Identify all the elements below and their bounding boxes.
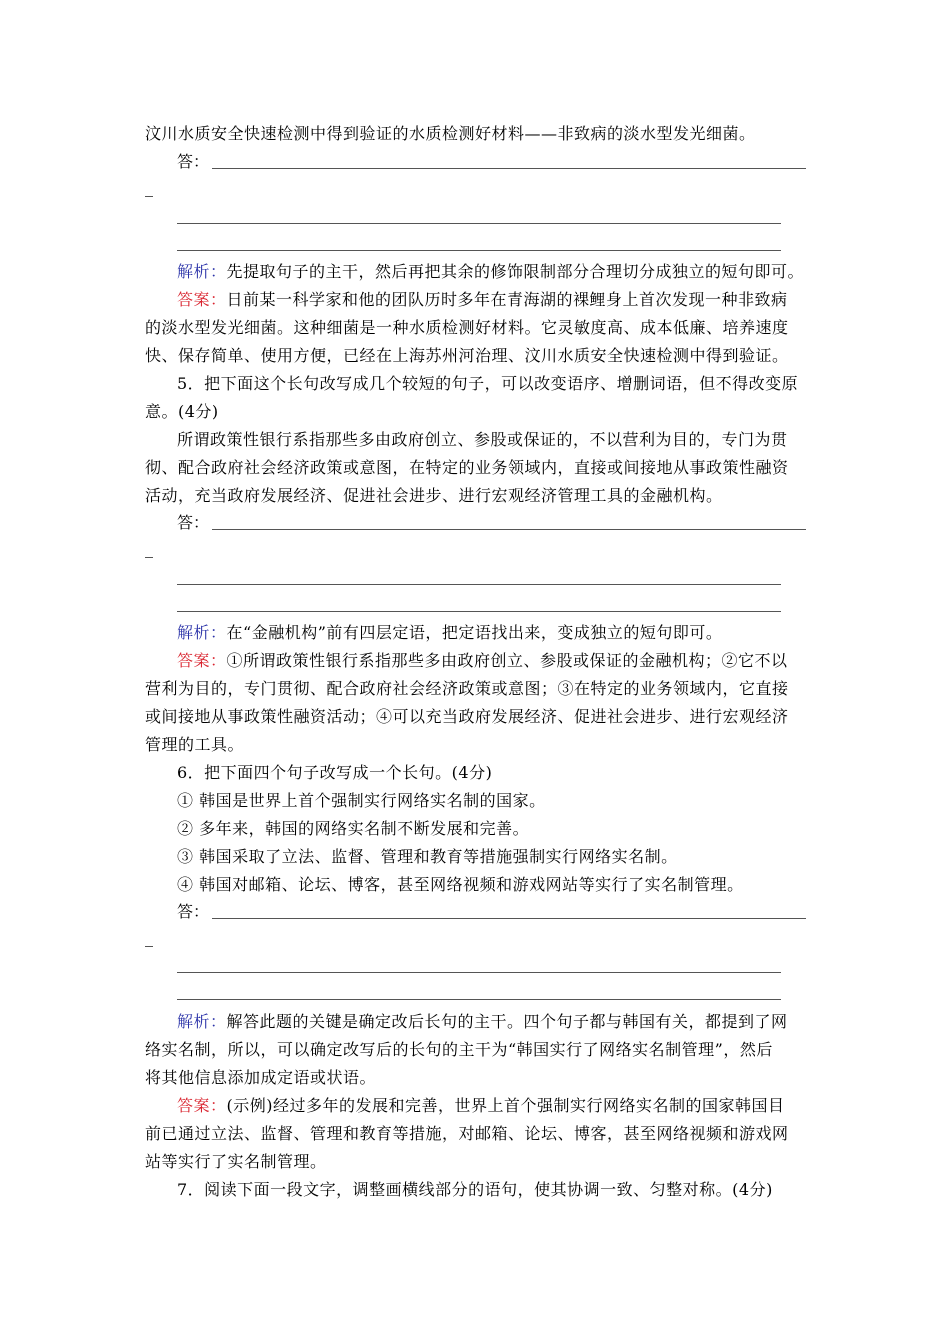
q4-analysis <box>177 262 817 282</box>
q4-answer-text-1: 的淡水型发光细菌。这种细菌是一种水质检测好材料。它灵敏度高、成本低廉、培养速度 <box>145 318 789 337</box>
q6-answer-line-a <box>177 1096 817 1116</box>
q4-answer-dash <box>145 196 153 197</box>
q6-analysis <box>177 1012 817 1032</box>
q5-passage-2: 活动，充当政府发展经济、促进社会进步、进行宏观经济管理工具的金融机构。 <box>145 486 723 505</box>
q6-answer-line-3[interactable] <box>177 999 781 1000</box>
q6-analysis-text-2: 将其他信息添加成定语或状语。 <box>145 1068 377 1087</box>
q5-question-0: 5．把下面这个长句改写成几个较短的句子，可以改变语序、增删词语，但不得改变原 <box>177 374 799 393</box>
q6-answer-line-1[interactable] <box>212 918 806 919</box>
q7-question: 7．阅读下面一段文字，调整画横线部分的语句，使其协调一致、匀整对称。(4分) <box>177 1180 773 1199</box>
q4-answer-line-1[interactable] <box>212 168 806 169</box>
q6-answer-dash <box>145 946 153 947</box>
q4-answer-text-0: 日前某一科学家和他的团队历时多年在青海湖的裸鲤身上首次发现一种非致病 <box>226 290 788 309</box>
q5-answer-line-2[interactable] <box>177 584 781 585</box>
q5-answer-dash <box>145 557 153 558</box>
q4-top-line: 汶川水质安全快速检测中得到验证的水质检测好材料——非致病的淡水型发光细菌。 <box>145 124 756 143</box>
q6-answer-prompt: 答： <box>177 902 210 921</box>
q5-answer-text-1: 营利为目的，专门贯彻、配合政府社会经济政策或意图；③在特定的业务领域内，它直接 <box>145 679 789 698</box>
q5-analysis-text: 在“金融机构”前有四层定语，把定语找出来，变成独立的短句即可。 <box>226 623 723 642</box>
q6-analysis-text-0: 解答此题的关键是确定改后长句的主干。四个句子都与韩国有关，都提到了网 <box>226 1012 788 1031</box>
q4-answer-line-a <box>177 290 817 310</box>
q6-answer-text-0: (示例)经过多年的发展和完善，世界上首个强制实行网络实名制的国家韩国目 <box>226 1096 785 1115</box>
q5-answer-line-3[interactable] <box>177 611 781 612</box>
analysis-label: 解析： <box>177 1012 227 1031</box>
q5-answer-line-1[interactable] <box>212 529 806 530</box>
analysis-label: 解析： <box>177 262 227 281</box>
q6-question: 6．把下面四个句子改写成一个长句。(4分) <box>177 763 493 782</box>
answer-label: 答案： <box>177 651 227 670</box>
q5-analysis <box>177 623 817 643</box>
q6-item-2: ② 多年来，韩国的网络实名制不断发展和完善。 <box>177 819 530 838</box>
q6-answer-text-1: 前已通过立法、监督、管理和教育等措施，对邮箱、论坛、博客，甚至网络视频和游戏网 <box>145 1124 789 1143</box>
q4-answer-line-3[interactable] <box>177 250 781 251</box>
q5-answer-text-2: 或间接地从事政策性融资活动；④可以充当政府发展经济、促进社会进步、进行宏观经济 <box>145 707 789 726</box>
q5-answer-text-0: ①所谓政策性银行系指那些多由政府创立、参股或保证的金融机构；②它不以 <box>226 651 788 670</box>
q6-answer-line-2[interactable] <box>177 972 781 973</box>
q5-passage-1: 彻、配合政府社会经济政策或意图，在特定的业务领域内，直接或间接地从事政策性融资 <box>145 458 789 477</box>
q5-answer-prompt: 答： <box>177 513 210 532</box>
q6-item-3: ③ 韩国采取了立法、监督、管理和教育等措施强制实行网络实名制。 <box>177 847 678 866</box>
q4-answer-prompt: 答： <box>177 152 210 171</box>
q5-passage-0: 所谓政策性银行系指那些多由政府创立、参股或保证的，不以营利为目的，专门为贯 <box>177 430 788 449</box>
q4-answer-line-2[interactable] <box>177 223 781 224</box>
q5-answer-text-3: 管理的工具。 <box>145 735 245 754</box>
q6-item-4: ④ 韩国对邮箱、论坛、博客，甚至网络视频和游戏网站等实行了实名制管理。 <box>177 875 744 894</box>
q6-analysis-text-1: 络实名制，所以，可以确定改写后的长句的主干为“韩国实行了网络实名制管理”，然后 <box>145 1040 773 1059</box>
q5-answer-line-a <box>177 651 817 671</box>
q6-item-1: ① 韩国是世界上首个强制实行网络实名制的国家。 <box>177 791 546 810</box>
analysis-label: 解析： <box>177 623 227 642</box>
q4-analysis-text: 先提取句子的主干，然后再把其余的修饰限制部分合理切分成独立的短句即可。 <box>226 262 805 281</box>
answer-label: 答案： <box>177 290 227 309</box>
q5-question-1: 意。(4分) <box>145 402 219 421</box>
answer-label: 答案： <box>177 1096 227 1115</box>
q6-answer-text-2: 站等实行了实名制管理。 <box>145 1152 327 1171</box>
q4-answer-text-2: 快、保存简单、使用方便，已经在上海苏州河治理、汶川水质安全快速检测中得到验证。 <box>145 346 789 365</box>
